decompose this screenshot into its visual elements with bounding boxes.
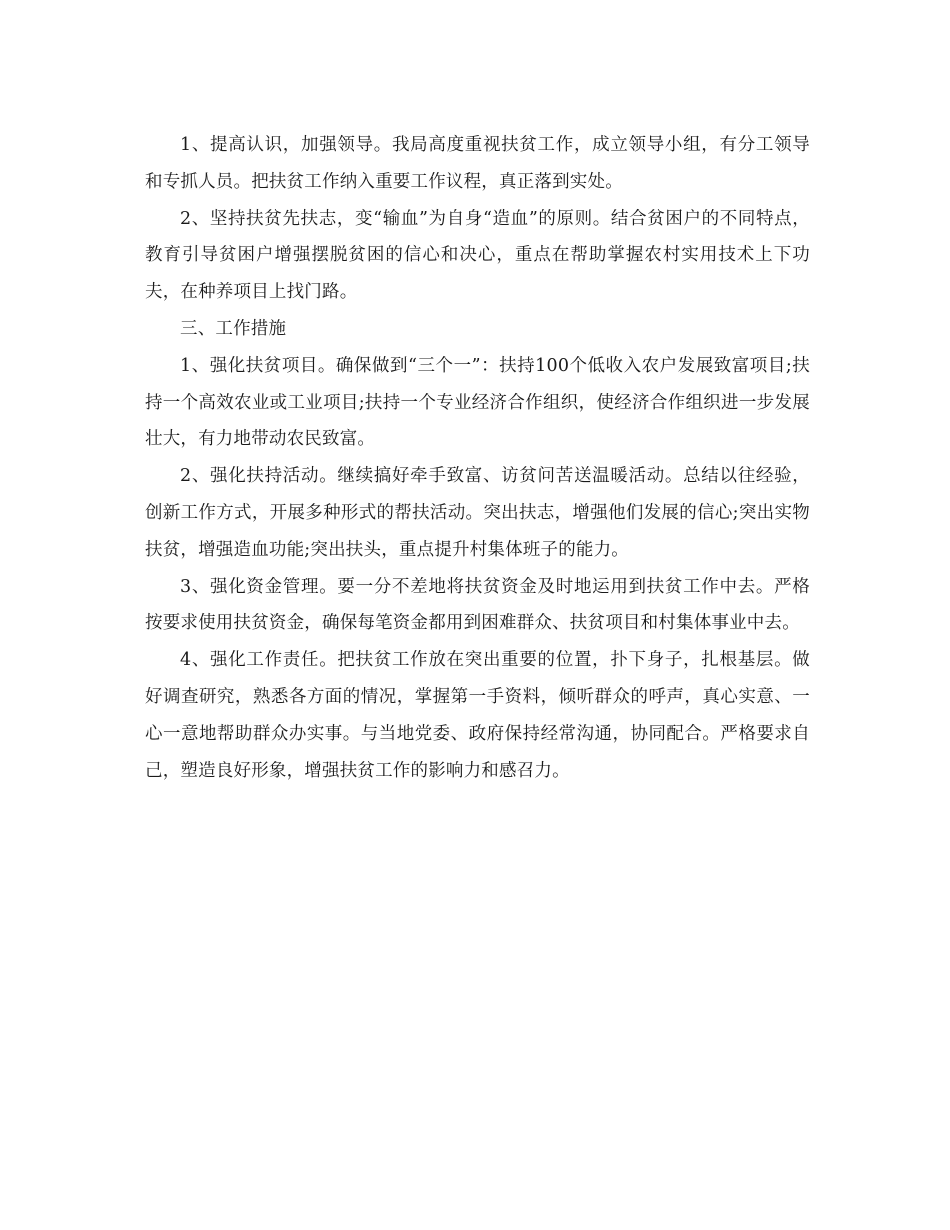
paragraph-poverty-aid-principle: 2、坚持扶贫先扶志，变“输血”为自身“造血”的原则。结合贫困户的不同特点，教育引导贫困户增强摆脱贫困的信心和决心，重点在帮助掌握农村实用技术上下功夫，在种养项目上找门路。 xyxy=(145,208,810,303)
paragraph-strengthen-responsibility: 4、强化工作责任。把扶贫工作放在突出重要的位置，扑下身子，扎根基层。做好调查研究，熟悉各方面的情况，掌握第一手资料，倾听群众的呼声，真心实意、一心一意地帮助群众办实事。与当地党委、政府保持经常沟通，协同配合。严格要求自己，塑造良好形象，增强扶贫工作的影响力和感召力。 xyxy=(145,650,810,781)
paragraph-strengthen-activities: 2、强化扶持活动。继续搞好牵手致富、访贫问苦送温暖活动。总结以往经验，创新工作方式，开展多种形式的帮扶活动。突出扶志，增强他们发展的信心;突出实物扶贫，增强造血功能;突出扶头，重点提升村集体班子的能力。 xyxy=(145,466,810,560)
section-heading-work-measures: 三、工作措施 xyxy=(180,318,287,339)
document-body xyxy=(145,127,810,789)
paragraph-strengthen-funds: 3、强化资金管理。要一分不差地将扶贫资金及时地运用到扶贫工作中去。严格按要求使用扶贫资金，确保每笔资金都用到困难群众、扶贫项目和村集体事业中去。 xyxy=(145,576,810,634)
paragraph-raise-awareness: 1、提高认识，加强领导。我局高度重视扶贫工作，成立领导小组，有分工领导和专抓人员。把扶贫工作纳入重要工作议程，真正落到实处。 xyxy=(145,135,810,192)
paragraph-strengthen-projects: 1、强化扶贫项目。确保做到“三个一”：扶持100个低收入农户发展致富项目;扶持一个高效农业或工业项目;扶持一个专业经济合作组织，使经济合作组织进一步发展壮大，有力地带动农民致富。 xyxy=(145,355,810,450)
